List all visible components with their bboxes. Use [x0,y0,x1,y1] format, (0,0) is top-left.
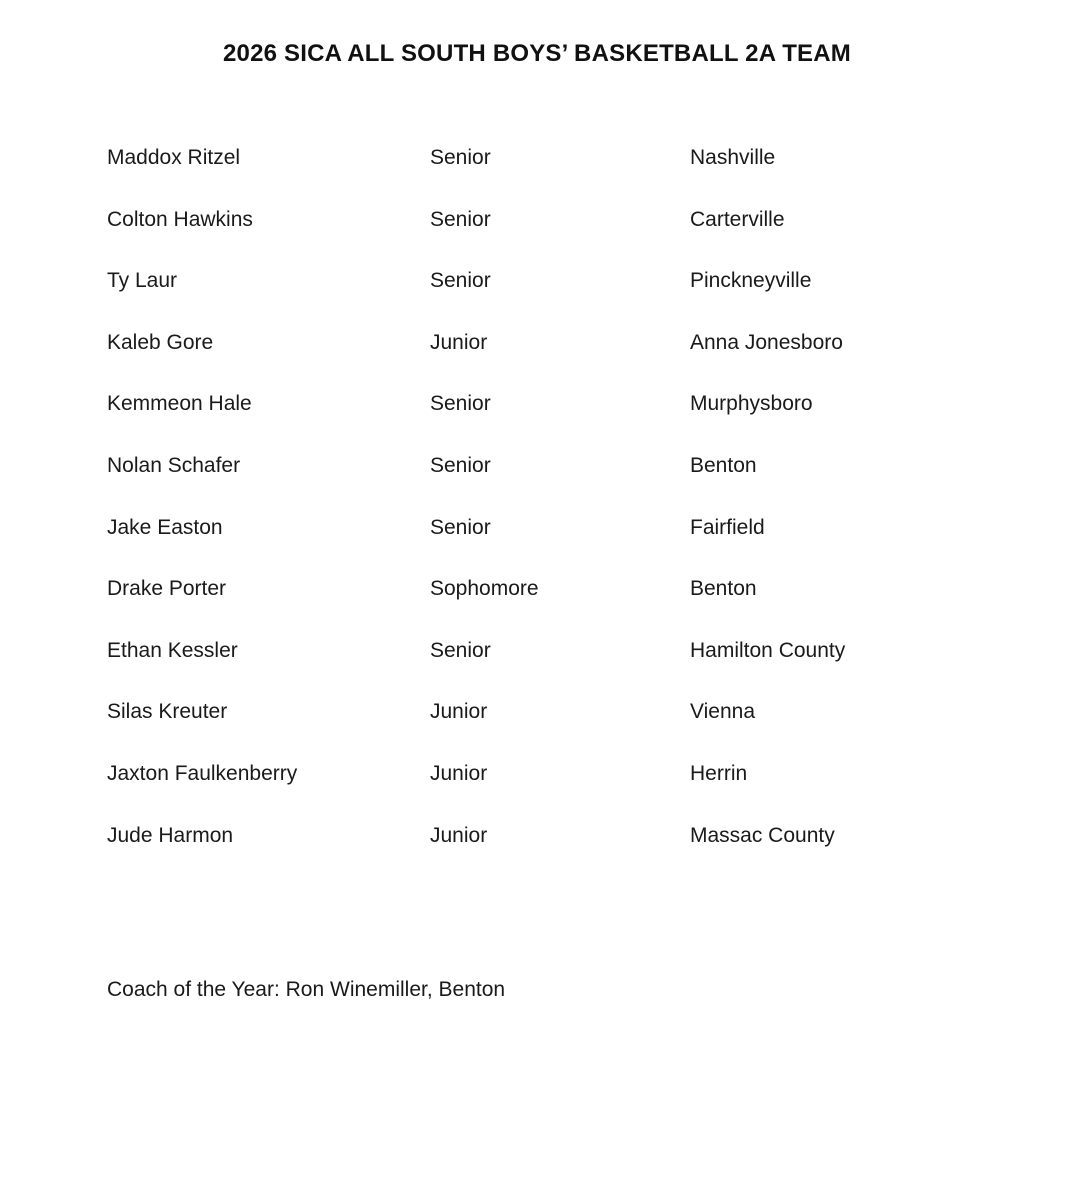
player-name: Kaleb Gore [107,330,214,354]
player-name: Nolan Schafer [107,453,241,477]
player-grade: Senior [430,207,491,231]
player-school: Pinckneyville [690,269,812,293]
player-name: Kemmeon Hale [107,392,252,416]
player-row [107,698,1007,760]
player-row [107,575,1007,637]
document-title: 2026 SICA ALL SOUTH BOYS’ BASKETBALL 2A TEAM [222,40,851,67]
player-roster [107,144,1007,883]
player-grade: Senior [430,146,491,169]
player-row [107,144,1007,206]
player-grade: Junior [430,761,488,785]
player-row [107,329,1007,391]
player-name: Jude Harmon [107,823,234,847]
player-name: Silas Kreuter [107,700,228,724]
coach-of-the-year: Coach of the Year: Ron Winemiller, Benton [107,978,506,1001]
player-school: Nashville [690,146,776,169]
player-school: Carterville [690,207,785,231]
player-row [107,390,1007,452]
player-grade: Senior [430,269,491,293]
player-row [107,637,1007,699]
player-grade: Senior [430,638,491,662]
player-grade: Senior [430,515,491,539]
player-school: Murphysboro [690,392,813,416]
player-grade: Junior [430,823,488,847]
player-name: Colton Hawkins [107,207,253,231]
player-row [107,822,1007,884]
player-grade: Junior [430,330,488,354]
player-row [107,452,1007,514]
player-grade: Junior [430,700,488,724]
player-school: Massac County [690,823,835,847]
player-grade: Senior [430,453,491,477]
player-school: Hamilton County [690,638,846,662]
player-grade: Senior [430,392,491,416]
player-school: Anna Jonesboro [690,330,843,354]
player-school: Fairfield [690,515,765,539]
player-name: Jaxton Faulkenberry [107,761,298,785]
player-name: Ethan Kessler [107,638,238,662]
player-grade: Sophomore [430,577,539,601]
player-row [107,206,1007,268]
player-row [107,514,1007,576]
player-school: Benton [690,577,757,601]
player-row [107,760,1007,822]
player-school: Vienna [690,700,756,724]
player-name: Maddox Ritzel [107,146,241,169]
player-name: Ty Laur [107,269,178,293]
player-name: Drake Porter [107,577,227,601]
player-school: Herrin [690,761,748,785]
player-row [107,267,1007,329]
player-name: Jake Easton [107,515,223,539]
player-school: Benton [690,453,757,477]
